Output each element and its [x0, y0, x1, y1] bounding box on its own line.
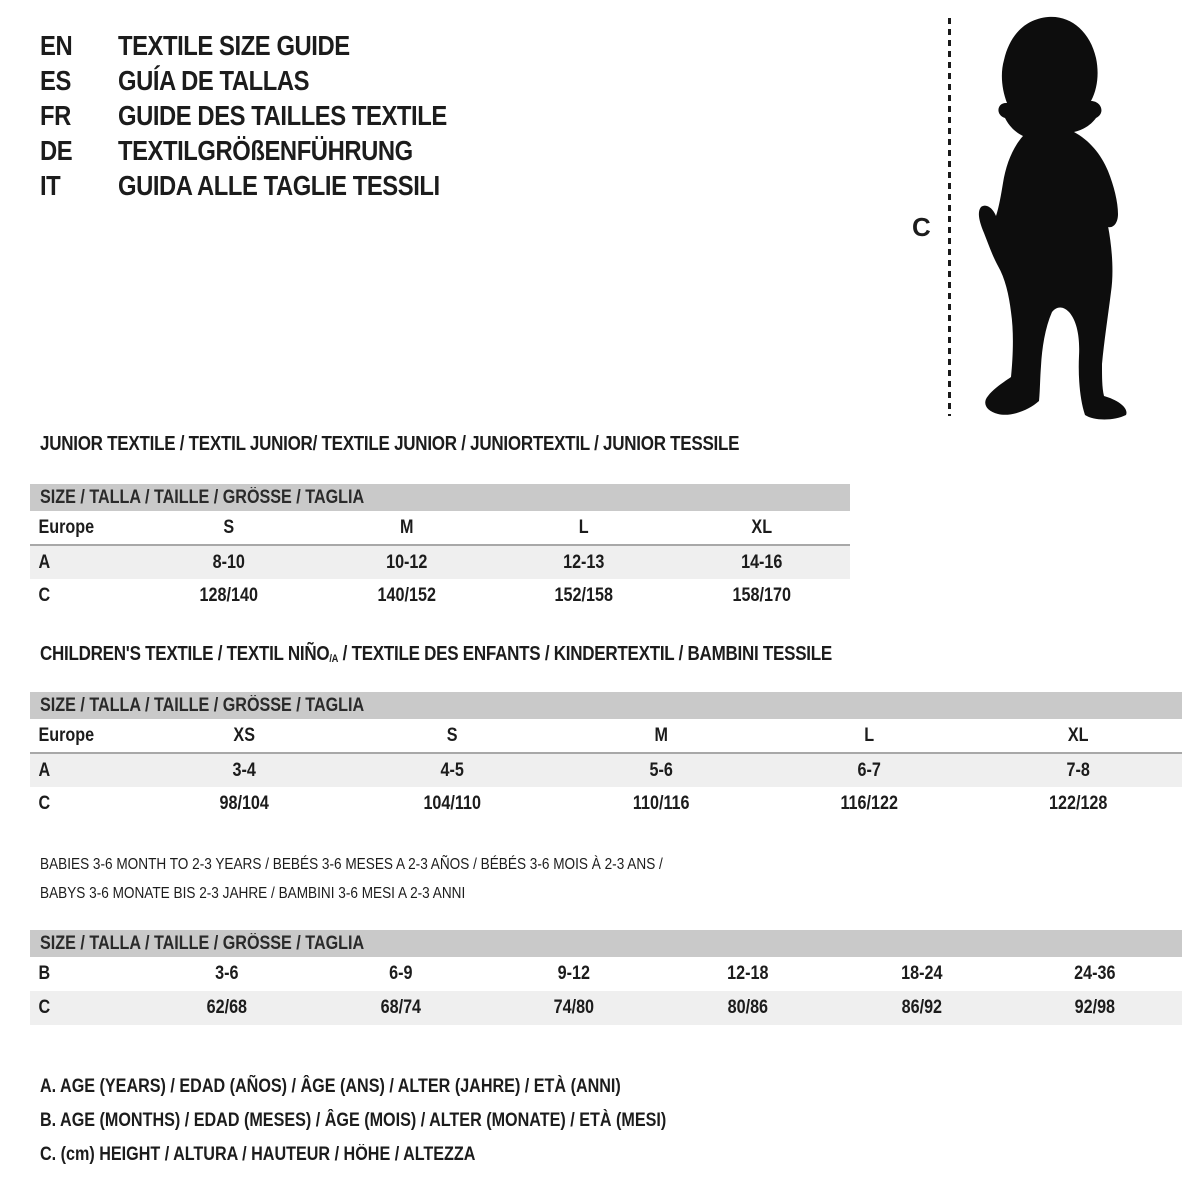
- height-cell: 158/170: [732, 584, 791, 606]
- months-cell: 24-36: [1074, 963, 1116, 984]
- months-cell: 3-6: [215, 963, 239, 984]
- months-cell: 18-24: [900, 963, 943, 984]
- size-header-label: SIZE / TALLA / TAILLE / GRÖSSE / TAGLIA: [40, 932, 365, 954]
- months-cell: 9-12: [558, 963, 591, 984]
- age-cell: 6-7: [857, 759, 882, 781]
- age-cell: 8-10: [212, 551, 245, 573]
- size-cell: S: [447, 724, 459, 746]
- legend-line-a: [40, 1070, 777, 1104]
- height-cell: 80/86: [727, 997, 769, 1018]
- age-cell: 12-13: [563, 551, 605, 573]
- table-row-europe: [30, 511, 850, 546]
- table-row-europe: [30, 719, 1182, 754]
- height-cell: 152/158: [554, 584, 613, 606]
- height-cell: 86/92: [901, 997, 942, 1018]
- age-cell: 3-4: [232, 759, 256, 781]
- height-measure-label: C: [912, 212, 931, 242]
- language-row: [40, 28, 505, 63]
- size-header-bar: [30, 484, 850, 511]
- size-cell: M: [399, 516, 413, 538]
- row-label: B: [38, 963, 51, 984]
- height-cell: 98/104: [219, 792, 269, 814]
- age-cell: 14-16: [740, 551, 782, 573]
- language-code: EN: [40, 29, 73, 61]
- size-header-bar: [30, 930, 1182, 957]
- junior-size-table: [30, 484, 850, 612]
- language-code: DE: [40, 134, 73, 166]
- table-row-months: [30, 957, 1182, 991]
- children-title-text: / TEXTILE DES ENFANTS / KINDERTEXTIL / BAMBINI TESSILE: [338, 643, 832, 665]
- legend-text: A. AGE (YEARS) / EDAD (AÑOS) / ÂGE (ANS) / ALTER (JAHRE) / ETÀ (ANNI): [40, 1076, 621, 1097]
- table-row-height: [30, 579, 850, 612]
- row-label: Europe: [38, 724, 95, 746]
- size-header-bar: [30, 692, 1182, 719]
- guide-title: GUÍA DE TALLAS: [118, 64, 310, 96]
- row-label: C: [38, 792, 51, 814]
- row-label: Europe: [38, 516, 95, 538]
- size-cell: M: [654, 724, 668, 746]
- language-code: FR: [40, 99, 71, 131]
- height-measure-line: [948, 18, 951, 416]
- language-code: IT: [40, 169, 61, 201]
- size-cell: L: [864, 724, 875, 746]
- children-title-text: CHILDREN'S TEXTILE / TEXTIL NIÑO: [40, 643, 330, 665]
- legend-line-c: [40, 1138, 777, 1172]
- babies-size-table: [30, 930, 1182, 1025]
- age-cell: 4-5: [440, 759, 465, 781]
- language-row: [40, 63, 505, 98]
- size-cell: XL: [750, 516, 772, 538]
- row-label: C: [38, 584, 51, 606]
- size-cell: XS: [233, 724, 255, 746]
- height-cell: 116/122: [840, 792, 899, 814]
- age-cell: 10-12: [385, 551, 427, 573]
- height-cell: 92/98: [1074, 997, 1116, 1018]
- children-section-title: [40, 642, 832, 671]
- height-cell: 128/140: [199, 584, 258, 606]
- table-row-age: [30, 754, 1182, 787]
- babies-section-title: [40, 850, 1200, 908]
- toddler-silhouette-icon: [962, 14, 1144, 422]
- children-title-subscript: /A: [329, 652, 339, 665]
- guide-title: GUIDE DES TAILLES TEXTILE: [118, 99, 447, 131]
- size-cell: L: [578, 516, 589, 538]
- legend-line-b: [40, 1104, 777, 1138]
- size-header-label: SIZE / TALLA / TAILLE / GRÖSSE / TAGLIA: [40, 694, 365, 716]
- guide-title: TEXTILGRÖßENFÜHRUNG: [118, 134, 413, 166]
- language-row: [40, 133, 505, 168]
- height-cell: 104/110: [423, 792, 482, 814]
- row-label: A: [38, 551, 51, 573]
- height-cell: 68/74: [380, 997, 421, 1018]
- table-row-height: [30, 991, 1182, 1025]
- guide-title: GUIDA ALLE TAGLIE TESSILI: [118, 169, 440, 201]
- table-row-height: [30, 787, 1182, 820]
- age-cell: 5-6: [649, 759, 673, 781]
- babies-title-line1: BABIES 3-6 MONTH TO 2-3 YEARS / BEBÉS 3-6 MESES A 2-3 AÑOS / BÉBÉS 3-6 MOIS À 2-3 ANS /: [40, 856, 663, 873]
- junior-section-title: JUNIOR TEXTILE / TEXTIL JUNIOR/ TEXTILE JUNIOR / JUNIORTEXTIL / JUNIOR TESSILE: [40, 433, 740, 455]
- table-row-age: [30, 546, 850, 579]
- height-cell: 140/152: [377, 584, 436, 606]
- legend: [40, 1070, 777, 1172]
- row-label: A: [38, 759, 51, 781]
- height-cell: 74/80: [553, 997, 595, 1018]
- size-cell: S: [223, 516, 235, 538]
- babies-title-line2: BABYS 3-6 MONATE BIS 2-3 JAHRE / BAMBINI 3-6 MESI A 2-3 ANNI: [40, 885, 466, 902]
- language-code: ES: [40, 64, 71, 96]
- language-header: [40, 28, 505, 203]
- legend-text: C. (cm) HEIGHT / ALTURA / HAUTEUR / HÖHE / ALTEZZA: [40, 1144, 476, 1165]
- months-cell: 6-9: [388, 963, 413, 984]
- row-label: C: [38, 997, 51, 1018]
- height-cell: 110/116: [632, 792, 690, 814]
- language-row: [40, 168, 505, 203]
- children-size-table: [30, 692, 1182, 820]
- months-cell: 12-18: [727, 963, 769, 984]
- language-row: [40, 98, 505, 133]
- age-cell: 7-8: [1066, 759, 1090, 781]
- size-header-label: SIZE / TALLA / TAILLE / GRÖSSE / TAGLIA: [40, 486, 365, 508]
- legend-text: B. AGE (MONTHS) / EDAD (MESES) / ÂGE (MOIS) / ALTER (MONATE) / ETÀ (MESI): [40, 1110, 667, 1131]
- height-cell: 122/128: [1048, 792, 1108, 814]
- size-cell: XL: [1067, 724, 1089, 746]
- guide-title: TEXTILE SIZE GUIDE: [118, 29, 350, 61]
- height-cell: 62/68: [206, 997, 248, 1018]
